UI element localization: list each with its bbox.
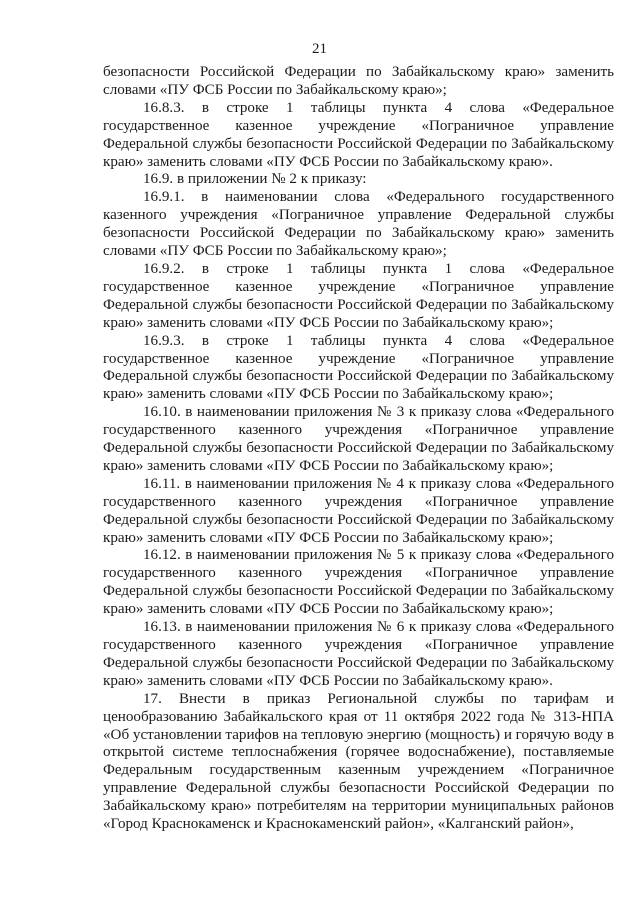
document-body bbox=[103, 64, 614, 834]
paragraph-16-9-3: 16.9.3. в строке 1 таблицы пункта 4 слова «Федеральное государственное казенное учреждение «Пограничное управление Федеральной службы безопасности Российской Федерации по Забайкальскому краю» заменить словами «ПУ ФСБ России по Забайкальскому краю»; bbox=[103, 332, 614, 403]
paragraph-16-10: 16.10. в наименовании приложения № 3 к приказу слова «Федерального государственного казенного учреждения «Пограничное управление Федеральной службы безопасности Российской Федерации по Забайкальскому краю» заменить словами «ПУ ФСБ России по Забайкальскому краю»; bbox=[103, 404, 614, 474]
paragraph-16-9-1: 16.9.1. в наименовании слова «Федерального государственного казенного учреждения «Пограничное управление Федеральной службы безопасности Российской Федерации по Забайкальскому краю» заменить словами «ПУ ФСБ России по Забайкальскому краю»; bbox=[103, 189, 614, 260]
paragraph-16-12: 16.12. в наименовании приложения № 5 к приказу слова «Федерального государственного казенного учреждения «Пограничное управление Федеральной службы безопасности Российской Федерации по Забайкальскому краю» заменить словами «ПУ ФСБ России по Забайкальскому краю»; bbox=[103, 547, 614, 618]
paragraph-17: 17. Внести в приказ Региональной службы по тарифам и ценообразованию Забайкальского края от 11 октября 2022 года № 313-НПА «Об установлении тарифов на тепловую энергию (мощность) и горячую воду в открытой системе теплоснабжения (горячее водоснабжение), поставляемые Федеральным государственным казенным учреждением «Пограничное управление Федеральной службы безопасности Российской Федерации по Забайкальскому краю» потребителям на территории муниципальных районов «Город Краснокаменск и Краснокаменский район», «Калганский район», bbox=[103, 690, 614, 833]
paragraph-16-11: 16.11. в наименовании приложения № 4 к приказу слова «Федерального государственного казенного учреждения «Пограничное управление Федеральной службы безопасности Российской Федерации по Забайкальскому краю» заменить словами «ПУ ФСБ России по Забайкальскому краю»; bbox=[103, 475, 614, 546]
paragraph-continuation: безопасности Российской Федерации по Забайкальскому краю» заменить словами «ПУ ФСБ России по Забайкальскому краю»; bbox=[103, 64, 614, 98]
paragraph-16-9: 16.9. в приложении № 2 к приказу: bbox=[143, 171, 367, 188]
paragraph-16-9-2: 16.9.2. в строке 1 таблицы пункта 1 слова «Федеральное государственное казенное учреждение «Пограничное управление Федеральной службы безопасности Российской Федерации по Забайкальскому краю» заменить словами «ПУ ФСБ России по Забайкальскому краю»; bbox=[103, 260, 614, 331]
paragraph-16-8-3: 16.8.3. в строке 1 таблицы пункта 4 слова «Федеральное государственное казенное учреждение «Пограничное управление Федеральной службы безопасности Российской Федерации по Забайкальскому краю» заменить словами «ПУ ФСБ России по Забайкальскому краю». bbox=[103, 99, 614, 170]
paragraph-16-13: 16.13. в наименовании приложения № 6 к приказу слова «Федерального государственного казенного учреждения «Пограничное управление Федеральной службы безопасности Российской Федерации по Забайкальскому краю» заменить словами «ПУ ФСБ России по Забайкальскому краю». bbox=[103, 619, 614, 689]
page-number: 21 bbox=[312, 41, 327, 57]
